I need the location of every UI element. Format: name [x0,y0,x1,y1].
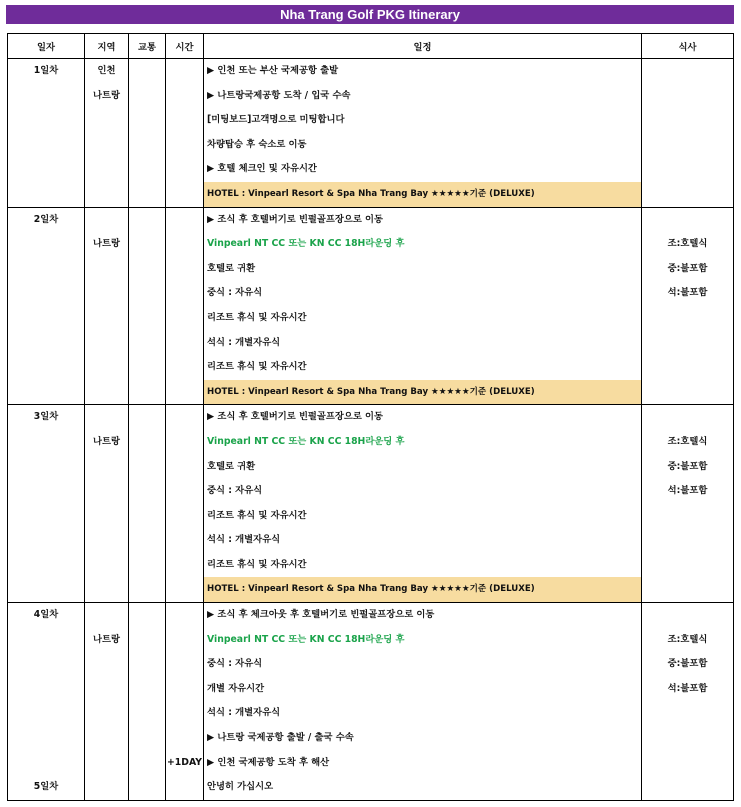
day-cell [8,207,85,405]
hotel-info-line: HOTEL : Vinpearl Resort & Spa Nha Trang Bay ★★★★★기준 (DELUXE) [204,577,641,602]
time-cell [166,603,204,801]
meal-cell-line [642,701,733,726]
meal-cell-line [642,306,733,331]
meal-cell-line [642,182,733,207]
transport-cell-line [129,157,165,182]
schedule-line: ▶ 인천 또는 부산 국제공항 출발 [207,65,339,76]
schedule-line: ▶ 조식 후 호텔버기로 빈펄골프장으로 이동 [207,411,384,423]
day-cell-line [8,84,84,109]
transport-cell-line [129,528,165,553]
time-cell-line [166,775,203,800]
time-cell-line [166,108,203,133]
time-cell-line [166,652,203,677]
day-cell-line [8,677,84,702]
time-cell-line [166,577,203,602]
day-cell-line [8,281,84,306]
day-row [8,207,734,405]
day-cell [8,59,85,208]
time-cell [166,59,204,208]
schedule-line: 개별 자유시간 [207,682,265,694]
day-cell-line [8,726,84,751]
time-cell-line [166,726,203,751]
region-cell-line [85,355,128,380]
region-cell-line [85,726,128,751]
day-cell-line [8,355,84,380]
region-cell [85,207,129,405]
schedule-cell [204,207,642,405]
time-cell [166,405,204,603]
meal-cell-line [642,528,733,553]
schedule-line: Vinpearl NT CC 또는 KN CC 18H라운딩 후 [207,435,405,447]
region-cell-line: 나트랑 [93,633,120,645]
region-cell-line [85,405,128,430]
day-cell-line [8,553,84,578]
region-cell-line: 나트랑 [93,89,120,101]
itinerary-body [8,59,734,801]
transport-cell-line [129,108,165,133]
schedule-line: 리조트 휴식 및 자유시간 [207,361,307,373]
time-cell-line [166,553,203,578]
meal-cell [642,59,734,208]
day-cell-line [8,577,84,602]
region-cell-line [85,455,128,480]
day-cell-line [8,528,84,553]
region-cell-line [85,479,128,504]
transport-cell-line [129,504,165,529]
time-cell-line [166,331,203,356]
transport-cell [129,207,166,405]
time-cell-line [166,306,203,331]
transport-cell-line [129,652,165,677]
region-cell-line [85,257,128,282]
day-cell-line: 2일차 [33,213,59,225]
transport-cell-line [129,281,165,306]
schedule-line: Vinpearl NT CC 또는 KN CC 18H라운딩 후 [207,633,405,645]
transport-cell-line [129,553,165,578]
meal-cell-line [642,553,733,578]
time-cell-line [166,84,203,109]
region-cell-line [85,208,128,233]
transport-cell-line [129,479,165,504]
day-cell-line [8,306,84,331]
meal-cell-line [642,380,733,405]
region-cell-line [85,281,128,306]
meal-cell-line [642,108,733,133]
time-cell-line [166,677,203,702]
header-row [8,34,734,59]
header-transport: 교통 [129,34,166,59]
schedule-line: [미팅보드]고객명으로 미팅합니다 [207,114,345,126]
region-cell [85,59,129,208]
schedule-line: ▶ 조식 후 호텔버기로 빈펄골프장으로 이동 [207,213,384,225]
transport-cell-line [129,59,165,84]
transport-cell-line [129,208,165,233]
day-cell-line: 1일차 [33,65,59,76]
schedule-line: ▶ 나트랑국제공항 도착 / 입국 수속 [207,89,351,101]
time-cell-line [166,59,203,84]
day-cell-line [8,652,84,677]
transport-cell-line [129,726,165,751]
region-cell-line [85,775,128,800]
time-cell-line [166,603,203,628]
meal-cell [642,207,734,405]
day-cell-line [8,430,84,455]
day-cell-line [8,108,84,133]
transport-cell-line [129,677,165,702]
region-cell-line [85,701,128,726]
day-cell-line [8,257,84,282]
time-cell-line [166,479,203,504]
transport-cell-line [129,628,165,653]
region-cell-line: 나트랑 [93,238,120,250]
meal-cell [642,405,734,603]
meal-cell-line: 조:호텔식 [667,633,708,645]
time-cell-line [166,455,203,480]
transport-cell-line [129,430,165,455]
transport-cell-line [129,603,165,628]
meal-cell-line [642,775,733,800]
day-cell-line [8,504,84,529]
time-cell-line [166,281,203,306]
transport-cell [129,603,166,801]
region-cell-line [85,306,128,331]
day-cell-line: 5일차 [33,781,59,793]
schedule-line: 리조트 휴식 및 자유시간 [207,558,307,570]
day-cell-line [8,701,84,726]
time-cell-line [166,430,203,455]
meal-cell-line: 석:불포함 [667,682,708,694]
transport-cell-line [129,84,165,109]
region-cell-line [85,157,128,182]
page-title: Nha Trang Golf PKG Itinerary [6,5,734,24]
region-cell-line [85,677,128,702]
time-cell-line [166,380,203,405]
region-cell-line [85,380,128,405]
hotel-info-line: HOTEL : Vinpearl Resort & Spa Nha Trang Bay ★★★★★기준 (DELUXE) [204,182,641,207]
itinerary-table [7,33,734,801]
region-cell-line: 인천 [97,65,116,76]
day-row [8,59,734,208]
meal-cell-line [642,208,733,233]
region-cell-line [85,133,128,158]
day-cell-line [8,751,84,776]
schedule-line: 호텔로 귀환 [207,460,256,472]
region-cell [85,405,129,603]
meal-cell-line: 석:불포함 [667,485,708,497]
header-region: 지역 [85,34,129,59]
schedule-line: ▶ 나트랑 국제공항 출발 / 출국 수속 [207,732,354,744]
day-cell [8,603,85,801]
time-cell-line [166,355,203,380]
schedule-line: 안녕히 가십시오 [207,781,274,793]
meal-cell-line [642,59,733,84]
region-cell-line [85,504,128,529]
region-cell [85,603,129,801]
region-cell-line [85,108,128,133]
schedule-line: 리조트 휴식 및 자유시간 [207,311,307,323]
meal-cell-line [642,133,733,158]
schedule-line: 석식 : 개별자유식 [207,534,281,546]
time-cell-line [166,528,203,553]
region-cell-line [85,751,128,776]
region-cell-line: 나트랑 [93,435,120,447]
schedule-line: 중식 : 자유식 [207,658,263,670]
transport-cell-line [129,257,165,282]
schedule-line: 중식 : 자유식 [207,485,263,497]
meal-cell-line [642,603,733,628]
meal-cell-line [642,751,733,776]
transport-cell-line [129,775,165,800]
header-day: 일자 [8,34,85,59]
schedule-line: 석식 : 개별자유식 [207,707,281,719]
schedule-line: ▶ 조식 후 체크아웃 후 호텔버기로 빈펄골프장으로 이동 [207,609,435,621]
transport-cell-line [129,751,165,776]
transport-cell-line [129,331,165,356]
meal-cell-line: 중:불포함 [667,262,708,274]
schedule-line: 리조트 휴식 및 자유시간 [207,509,307,521]
schedule-cell [204,603,642,801]
schedule-cell [204,405,642,603]
meal-cell-line: 석:불포함 [667,287,708,299]
schedule-line: Vinpearl NT CC 또는 KN CC 18H라운딩 후 [207,238,405,250]
transport-cell [129,59,166,208]
transport-cell-line [129,232,165,257]
header-meals: 식사 [642,34,734,59]
meal-cell-line [642,726,733,751]
meal-cell [642,603,734,801]
day-cell-line [8,628,84,653]
region-cell-line [85,603,128,628]
transport-cell-line [129,182,165,207]
region-cell-line [85,577,128,602]
time-cell [166,207,204,405]
transport-cell-line [129,701,165,726]
meal-cell-line [642,577,733,602]
region-cell-line [85,553,128,578]
meal-cell-line: 조:호텔식 [667,238,708,250]
day-cell-line [8,232,84,257]
transport-cell-line [129,133,165,158]
transport-cell-line [129,455,165,480]
time-cell-line: +1DAY [166,756,202,768]
time-cell-line [166,628,203,653]
day-cell-line [8,157,84,182]
transport-cell-line [129,306,165,331]
day-cell-line [8,182,84,207]
time-cell-line [166,504,203,529]
time-cell-line [166,701,203,726]
region-cell-line [85,182,128,207]
day-row [8,405,734,603]
time-cell-line [166,405,203,430]
header-time: 시간 [166,34,204,59]
meal-cell-line [642,355,733,380]
day-cell-line: 4일차 [33,609,59,621]
schedule-line: 중식 : 자유식 [207,287,263,299]
transport-cell-line [129,380,165,405]
time-cell-line [166,157,203,182]
schedule-line: 차량탑승 후 숙소로 이동 [207,138,307,150]
day-cell-line [8,331,84,356]
day-row [8,603,734,801]
meal-cell-line [642,84,733,109]
header-schedule: 일정 [204,34,642,59]
transport-cell-line [129,577,165,602]
time-cell-line [166,133,203,158]
region-cell-line [85,652,128,677]
schedule-cell [204,59,642,208]
meal-cell-line [642,157,733,182]
time-cell-line [166,208,203,233]
region-cell-line [85,331,128,356]
schedule-line: ▶ 호텔 체크인 및 자유시간 [207,163,317,175]
meal-cell-line: 중:불포함 [667,658,708,670]
schedule-line: ▶ 인천 국제공항 도착 후 해산 [207,756,330,768]
schedule-line: 석식 : 개별자유식 [207,336,281,348]
meal-cell-line: 중:불포함 [667,460,708,472]
time-cell-line [166,257,203,282]
time-cell-line [166,182,203,207]
day-cell [8,405,85,603]
day-cell-line [8,133,84,158]
schedule-line: 호텔로 귀환 [207,262,256,274]
day-cell-line [8,380,84,405]
time-cell-line [166,232,203,257]
day-cell-line [8,455,84,480]
transport-cell [129,405,166,603]
meal-cell-line [642,331,733,356]
meal-cell-line [642,405,733,430]
day-cell-line [8,479,84,504]
meal-cell-line [642,504,733,529]
transport-cell-line [129,405,165,430]
hotel-info-line: HOTEL : Vinpearl Resort & Spa Nha Trang Bay ★★★★★기준 (DELUXE) [204,380,641,405]
day-cell-line: 3일차 [33,411,59,423]
meal-cell-line: 조:호텔식 [667,435,708,447]
transport-cell-line [129,355,165,380]
region-cell-line [85,528,128,553]
